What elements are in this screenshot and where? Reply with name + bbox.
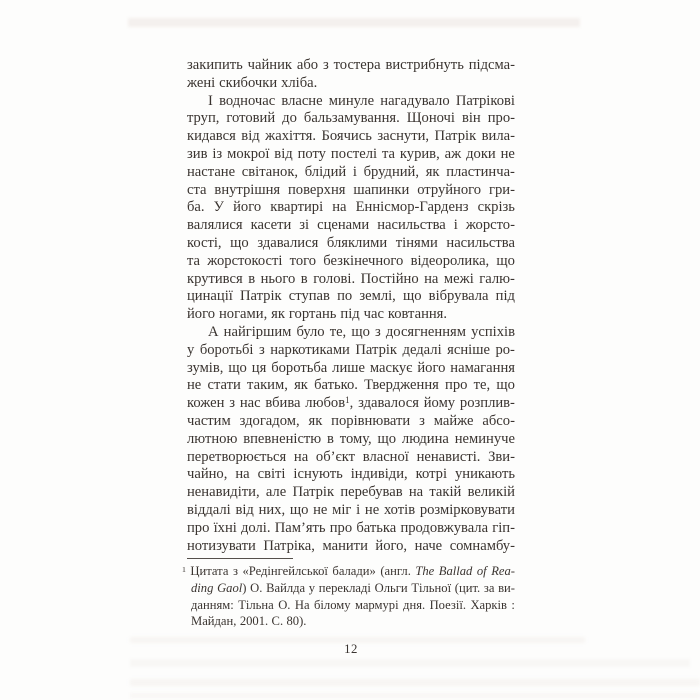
word: як: [294, 377, 308, 394]
word: Gaol): [217, 580, 247, 595]
word: курив,: [399, 145, 440, 162]
word: ненависті.: [416, 448, 481, 465]
word: гортань: [288, 306, 337, 323]
word: і: [453, 217, 458, 234]
word: заснути,: [377, 128, 430, 145]
footnote-line: [191, 580, 515, 597]
word: впевненістю: [243, 430, 322, 447]
word: валялися: [187, 217, 243, 234]
word: не: [187, 377, 202, 394]
word: таким,: [247, 377, 288, 394]
word: лютною: [187, 430, 238, 447]
body-text-line: [187, 128, 515, 146]
word: світанок,: [241, 163, 299, 180]
word: лише: [332, 359, 365, 376]
word: нас: [239, 395, 261, 412]
word: зі: [299, 217, 310, 234]
page-text-column: [182, 57, 515, 657]
word: що: [402, 288, 422, 305]
body-text-line: [187, 342, 515, 360]
word: розплив-: [459, 395, 515, 412]
body-text-line: [187, 502, 515, 520]
word: жені: [187, 74, 216, 91]
word: Майдан,: [191, 614, 237, 629]
word: гри-: [489, 181, 515, 198]
word: на: [424, 270, 439, 287]
word: об’єкт: [315, 448, 356, 465]
word: з: [232, 563, 238, 578]
word: вібрувала: [428, 288, 489, 305]
word: як: [308, 412, 323, 429]
word: тінями: [395, 234, 438, 251]
body-text: [187, 57, 515, 555]
word: в: [248, 270, 256, 287]
word: з: [374, 323, 381, 340]
word: Патрік: [355, 341, 398, 358]
scan-artifact-band: [128, 18, 580, 27]
word: в: [300, 270, 308, 287]
footnote-divider: [187, 558, 293, 559]
word: перебував: [340, 484, 403, 501]
word: Патрік: [292, 484, 335, 501]
word: жорстокості: [207, 252, 283, 269]
word: ро-: [495, 341, 515, 358]
word: від: [274, 145, 293, 162]
word: поверхня: [288, 181, 346, 198]
scan-artifact-band: [130, 659, 690, 667]
word: на: [293, 448, 309, 465]
word: існують: [293, 466, 343, 483]
word: ця: [251, 359, 267, 376]
word: до: [282, 110, 297, 127]
word: власне: [281, 92, 323, 109]
word: по: [337, 288, 353, 305]
scan-artifact-band: [130, 679, 700, 686]
word: Патріка,: [263, 537, 315, 554]
word: квартирі: [270, 199, 324, 216]
word: балади»: [332, 563, 376, 578]
word: скрізь: [477, 199, 515, 216]
word: Ольги: [374, 580, 408, 595]
word: їхні: [213, 519, 237, 536]
word: власної: [362, 448, 409, 465]
word: любов$^1$,: [305, 395, 354, 412]
word: хотів: [383, 501, 416, 518]
word: [182, 563, 186, 580]
body-text-line: [187, 164, 515, 182]
word: (англ.: [380, 563, 411, 578]
word: боротьба: [271, 359, 328, 376]
word: Патрік: [239, 288, 282, 305]
word: кидався: [187, 128, 236, 145]
word: розмірковувати: [419, 501, 515, 518]
word: Ballad: [438, 563, 473, 578]
word: кості,: [187, 234, 222, 251]
word: як: [271, 306, 285, 323]
word: ковтання.: [387, 306, 448, 323]
word: насильства: [377, 217, 446, 234]
word: його,: [375, 537, 408, 554]
word: на: [235, 466, 250, 483]
word: здогадом,: [239, 412, 300, 429]
word: У: [213, 199, 224, 216]
word: про: [445, 377, 468, 394]
word: Тільна: [238, 597, 274, 612]
body-text-line: [187, 413, 515, 431]
word: Цитата: [190, 563, 229, 578]
word: батько.: [314, 377, 358, 394]
word: але: [265, 484, 287, 501]
body-text-line: [187, 146, 515, 164]
word: ста: [187, 181, 207, 198]
word: в: [327, 430, 334, 447]
word: під: [495, 288, 515, 305]
word: майже: [433, 412, 474, 429]
body-text-line: [187, 217, 515, 235]
footnote-line: [191, 613, 515, 630]
word: настане: [187, 163, 236, 180]
body-text-line: [187, 75, 515, 93]
body-text-line: [187, 360, 515, 378]
body-text-line: [187, 182, 515, 200]
word: зумів,: [187, 359, 224, 376]
word: наркотиками: [270, 341, 350, 358]
word: гіп-: [492, 519, 515, 536]
word: голові.: [313, 270, 356, 287]
word: Тільної: [411, 580, 452, 595]
word: те,: [329, 323, 347, 340]
word: що: [230, 234, 249, 251]
footnote-marker: 1: [182, 564, 186, 574]
word: що: [496, 252, 515, 269]
body-text-line: [187, 520, 515, 538]
word: данням:: [191, 597, 234, 612]
word: йому: [423, 395, 456, 412]
word: них,: [258, 501, 286, 518]
word: найгіршим: [223, 323, 292, 340]
word: його: [417, 359, 446, 376]
body-text-line: [187, 431, 515, 449]
word: Харків: [470, 597, 507, 612]
word: світі: [257, 466, 286, 483]
word: сценами: [317, 217, 370, 234]
word: неминуче: [454, 430, 515, 447]
word: ба.: [187, 199, 205, 216]
word: постелі: [330, 145, 378, 162]
word: шапинки: [353, 181, 410, 198]
body-text-line: [187, 271, 515, 289]
word: кожен: [187, 395, 225, 412]
word: водночас: [219, 92, 276, 109]
word: боротьбі: [199, 341, 254, 358]
word: на: [332, 199, 347, 216]
word: мокрої: [227, 145, 270, 162]
word: з: [258, 341, 265, 358]
word: С.: [271, 614, 284, 629]
body-text-line: [187, 449, 515, 467]
word: такій: [429, 484, 462, 501]
word: насильства: [446, 234, 515, 251]
footnote-line: [182, 563, 515, 580]
word: відеоролика,: [410, 252, 490, 269]
word: поту: [297, 145, 326, 162]
footnote-line: [191, 597, 515, 614]
word: Пам’ять: [274, 519, 326, 536]
word: :: [511, 597, 515, 612]
word: ding: [191, 580, 214, 595]
word: порівнювати: [331, 412, 411, 429]
body-text-line: [187, 324, 515, 342]
word: тостера: [333, 57, 381, 73]
word: І: [208, 92, 213, 109]
word: перекладі: [318, 580, 371, 595]
word: на: [408, 484, 424, 501]
word: людина: [401, 430, 449, 447]
body-text-line: [187, 288, 515, 306]
word: крутився: [187, 270, 243, 287]
word: не: [500, 145, 515, 162]
page-number: 12: [344, 642, 358, 657]
word: великій: [467, 484, 515, 501]
word: що: [377, 430, 397, 447]
word: О.: [250, 580, 263, 595]
word: не: [313, 501, 328, 518]
word: тому,: [339, 430, 372, 447]
word: 80).: [286, 614, 307, 629]
word: минуле: [328, 92, 375, 109]
word: мармурі: [354, 597, 399, 612]
word: нього: [260, 270, 296, 287]
word: батька: [356, 519, 397, 536]
word: продовжувала: [400, 519, 489, 536]
word: з: [322, 57, 329, 73]
word: Боячись: [321, 128, 372, 145]
word: індивіди,: [350, 466, 408, 483]
word: та: [187, 252, 201, 269]
word: успіхів: [471, 323, 515, 340]
word: скибочки: [219, 74, 278, 91]
word: час: [363, 306, 384, 323]
body-text-line: [187, 377, 515, 395]
word: пластинча-: [446, 163, 515, 180]
word: що: [496, 377, 515, 394]
word: зив: [187, 145, 208, 162]
word: стати: [207, 377, 241, 394]
word: та: [381, 145, 395, 162]
body-text-line: [187, 57, 515, 75]
word: Зви-: [488, 448, 515, 465]
word: наче: [414, 537, 443, 554]
word: здавалося: [358, 395, 419, 412]
word: 2001.: [239, 614, 269, 629]
word: Вайлда: [266, 580, 306, 595]
word: На: [294, 597, 310, 612]
word: підсма-: [468, 57, 515, 73]
word: отруйного: [417, 181, 482, 198]
word: його: [187, 306, 216, 323]
word: галю-: [479, 270, 515, 287]
word: він: [461, 110, 481, 127]
word: про: [187, 519, 210, 536]
word: перетворюється: [187, 448, 287, 465]
word: жахіття.: [265, 128, 316, 145]
word: частим: [187, 412, 231, 429]
word: жорсто-: [465, 217, 515, 234]
word: під: [340, 306, 360, 323]
word: чайник: [247, 57, 293, 73]
word: або: [296, 57, 319, 73]
word: що: [351, 323, 370, 340]
word: віддалі: [187, 501, 231, 518]
word: готовий: [226, 110, 276, 127]
body-text-line: [187, 253, 515, 271]
word: міг: [332, 501, 352, 518]
word: of: [476, 563, 487, 578]
word: межі: [443, 270, 474, 287]
word: бальзамування.: [303, 110, 400, 127]
word: закипить: [187, 57, 243, 73]
body-text-line: [187, 110, 515, 128]
word: Еннісмор-Гарденз: [355, 199, 469, 216]
word: від: [235, 501, 254, 518]
body-text-line: [187, 199, 515, 217]
word: аж: [444, 145, 462, 162]
word: і: [352, 163, 357, 180]
word: вбива: [265, 395, 301, 412]
word: доки: [466, 145, 496, 162]
word: (цит.: [454, 580, 481, 595]
body-text-line: [187, 484, 515, 502]
footnote: [182, 563, 515, 631]
word: Постійно: [360, 270, 419, 287]
word: вила-: [481, 128, 515, 145]
word: Поезії.: [429, 597, 466, 612]
word: нагадувало: [380, 92, 450, 109]
word: ногами,: [218, 306, 268, 323]
word: Rea-: [491, 563, 515, 578]
word: здавалися: [257, 234, 319, 251]
word: намагання: [450, 359, 515, 376]
word: безкінечного: [323, 252, 404, 269]
word: і: [356, 501, 361, 518]
word: вистрибнуть: [385, 57, 464, 73]
body-text-line: [187, 93, 515, 111]
word: від: [241, 128, 260, 145]
word: не: [364, 501, 380, 518]
word: касети: [250, 217, 292, 234]
word: чайно,: [187, 466, 228, 483]
word: за: [483, 580, 495, 595]
word: з: [419, 412, 425, 429]
word: цинації: [187, 288, 233, 305]
word: уникають: [454, 466, 515, 483]
word: у: [308, 580, 316, 595]
word: про-: [487, 110, 515, 127]
word: Твердження: [364, 377, 439, 394]
word: абсо-: [482, 412, 515, 429]
body-text-line: [187, 306, 515, 324]
word: його: [233, 199, 262, 216]
word: маскує: [369, 359, 413, 376]
word: котрі: [415, 466, 448, 483]
word: сомнамбу-: [449, 537, 515, 554]
word: ясніше: [447, 341, 490, 358]
word: ступав: [288, 288, 330, 305]
word: манити: [322, 537, 368, 554]
word: було: [296, 323, 325, 340]
word: з: [229, 395, 236, 412]
word: ви-: [498, 580, 515, 595]
word: долі.: [241, 519, 271, 536]
word: землі,: [359, 288, 396, 305]
word: того: [289, 252, 317, 269]
body-text-line: [187, 395, 515, 413]
word: блідий: [304, 163, 347, 180]
word: про: [329, 519, 353, 536]
body-text-line: [187, 235, 515, 253]
word: у: [187, 341, 195, 358]
scan-artifact-band: [130, 693, 700, 698]
word: що: [228, 359, 247, 376]
word: Патрікові: [455, 92, 515, 109]
word: труп,: [187, 110, 220, 127]
word: дня.: [403, 597, 426, 612]
word: внутрішня: [214, 181, 281, 198]
word: ненавидіти,: [187, 484, 260, 501]
word: бляклими: [326, 234, 388, 251]
word: А: [208, 323, 219, 340]
word: The: [415, 563, 435, 578]
word: білому: [314, 597, 351, 612]
body-text-line: [187, 466, 515, 484]
word: Патрік: [434, 128, 477, 145]
word: дедалі: [402, 341, 442, 358]
word: як: [425, 163, 440, 180]
word: брудний,: [363, 163, 420, 180]
word: «Редінгейлської: [242, 563, 328, 578]
body-text-line: [187, 538, 515, 556]
word: із: [212, 145, 223, 162]
word: Щоночі: [406, 110, 455, 127]
word: те,: [473, 377, 491, 394]
word: досягненням: [385, 323, 466, 340]
footnote-marker: 1: [345, 395, 350, 406]
word: хліба.: [281, 74, 318, 91]
word: нотизувати: [187, 537, 256, 554]
word: О.: [278, 597, 291, 612]
word: що: [289, 501, 309, 518]
